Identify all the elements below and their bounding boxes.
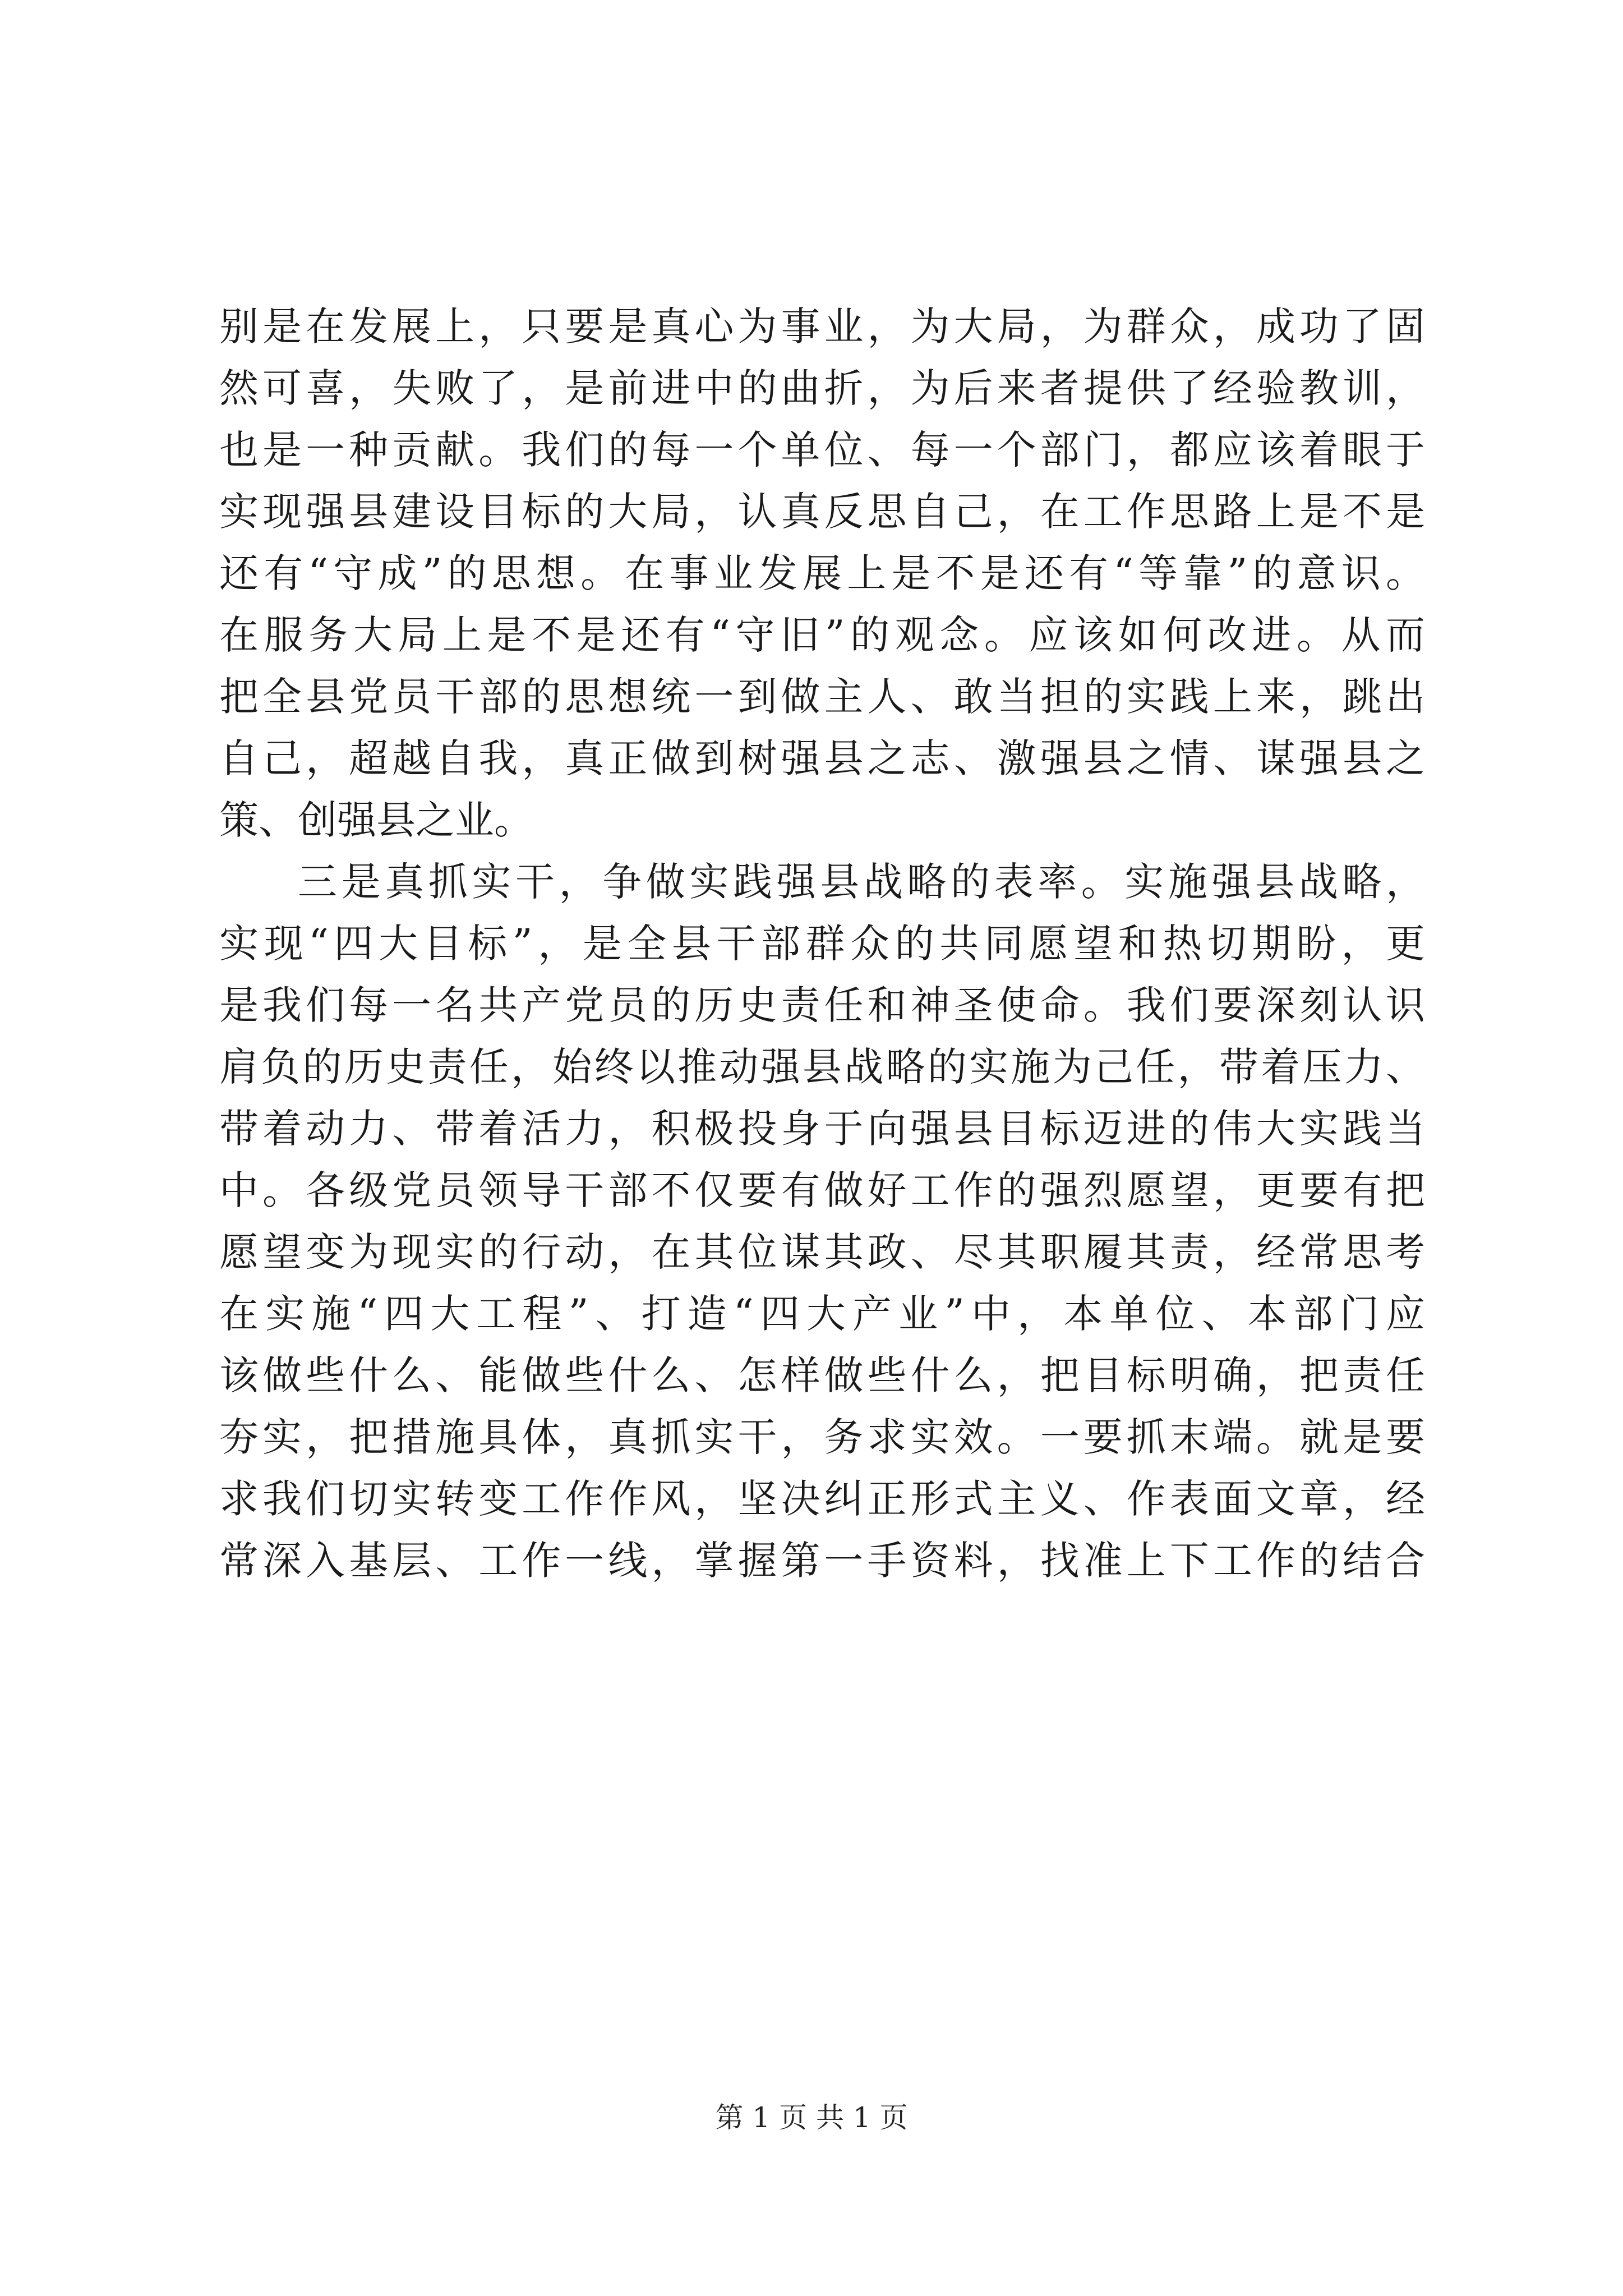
text-line: 夯实，把措施具体，真抓实干，务求实效。一要抓末端。就是要 — [219, 1414, 1425, 1460]
text-line: 实现“四大目标”，是全县干部群众的共同愿望和热切期盼，更 — [219, 921, 1425, 967]
text-line: 别是在发展上，只要是真心为事业，为大局，为群众，成功了固 — [219, 303, 1425, 349]
text-line: 常深入基层、工作一线，掌握第一手资料，找准上下工作的结合 — [219, 1538, 1425, 1584]
text-line: 自己，超越自我，真正做到树强县之志、激强县之情、谋强县之 — [219, 735, 1425, 781]
body-text — [219, 296, 1425, 1591]
text-line: 还有“守成”的思想。在事业发展上是不是还有“等靠”的意识。 — [219, 550, 1425, 596]
text-line: 在服务大局上是不是还有“守旧”的观念。应该如何改进。从而 — [219, 612, 1425, 658]
text-line: 策、创强县之业。 — [219, 797, 533, 843]
text-line: 把全县党员干部的思想统一到做主人、敢当担的实践上来，跳出 — [219, 674, 1425, 720]
text-line: 愿望变为现实的行动，在其位谋其政、尽其职履其责，经常思考 — [219, 1229, 1425, 1275]
text-line: 也是一种贡献。我们的每一个单位、每一个部门，都应该着眼于 — [219, 427, 1425, 473]
text-line: 中。各级党员领导干部不仅要有做好工作的强烈愿望，更要有把 — [219, 1167, 1425, 1213]
text-line: 实现强县建设目标的大局，认真反思自己，在工作思路上是不是 — [219, 489, 1425, 535]
text-line: 肩负的历史责任，始终以推动强县战略的实施为己任，带着压力、 — [219, 1044, 1425, 1090]
paragraph-start-line: 三是真抓实干，争做实践强县战略的表率。实施强县战略， — [298, 859, 1425, 905]
page-footer — [0, 2098, 1623, 2137]
text-line: 然可喜，失败了，是前进中的曲折，为后来者提供了经验教训， — [219, 365, 1425, 411]
text-line: 在实施“四大工程”、打造“四大产业”中，本单位、本部门应 — [219, 1291, 1425, 1337]
page-number-label: 第 1 页 共 1 页 — [715, 2101, 908, 2134]
text-line: 该做些什么、能做些什么、怎样做些什么，把目标明确，把责任 — [219, 1352, 1425, 1398]
text-line: 求我们切实转变工作作风，坚决纠正形式主义、作表面文章，经 — [219, 1476, 1425, 1522]
text-line: 带着动力、带着活力，积极投身于向强县目标迈进的伟大实践当 — [219, 1106, 1425, 1152]
text-line: 是我们每一名共产党员的历史责任和神圣使命。我们要深刻认识 — [219, 982, 1425, 1028]
